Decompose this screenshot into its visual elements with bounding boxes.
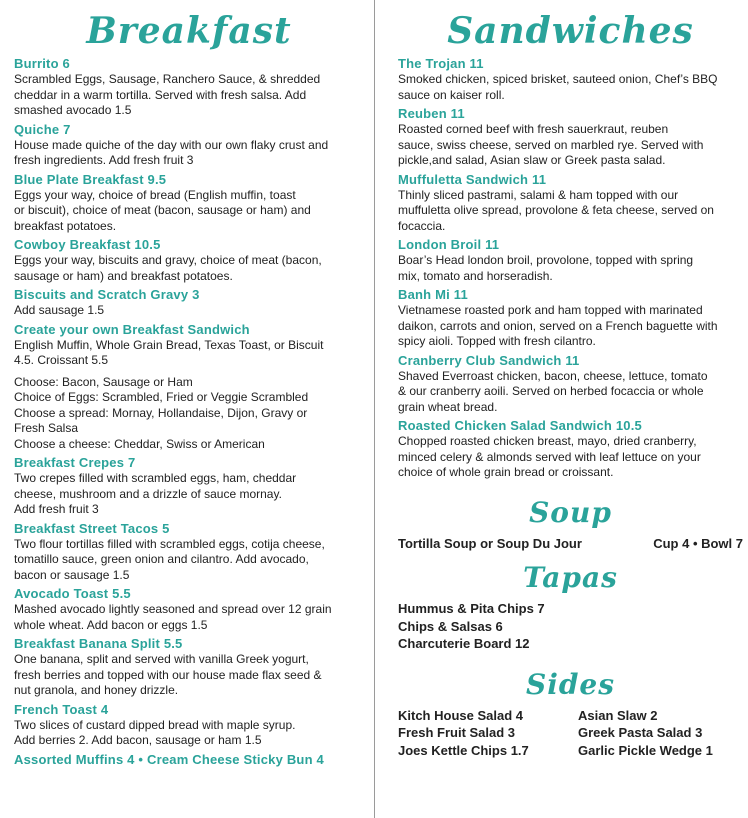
item-name: Quiche 7 [14, 121, 71, 137]
soup-row [398, 535, 743, 553]
item-desc-line: or biscuit), choice of meat (bacon, sausage or ham) and [14, 203, 311, 217]
item-desc-line: mix, tomato and horseradish. [398, 268, 553, 283]
item-desc-line: & our cranberry aoili. Served on herbed focaccia or whole [398, 384, 704, 398]
item-desc-line: fresh berries and topped with our house made flax seed & [14, 667, 322, 682]
item-desc-line: choice of whole grain bread or croissant. [398, 465, 614, 479]
column-divider [374, 0, 375, 818]
soup-heading: Soup [529, 495, 612, 529]
menu-item [398, 237, 743, 284]
item-desc-line: tomatillo sauce, green onion and cilantro. Add avocado, [14, 552, 309, 566]
item-desc-line: muffuletta olive spread, provolone & feta cheese, served on [398, 203, 714, 217]
breakfast-column [14, 0, 364, 768]
menu-item [14, 636, 364, 699]
item-name: French Toast 4 [14, 701, 109, 717]
side-item: Fresh Fruit Salad 3 [398, 725, 516, 740]
menu-item [398, 106, 743, 169]
item-name: Muffuletta Sandwich 11 [398, 171, 547, 187]
item-desc-line: Boar’s Head london broil, provolone, topped with spring [398, 253, 694, 267]
item-desc-line: Eggs your way, choice of bread (English muffin, toast [14, 187, 296, 202]
item-desc-line: Add fresh fruit 3 [14, 502, 99, 516]
menu-item [14, 586, 364, 633]
item-desc-line: daikon, carrots and onion, served on a French baguette with [398, 318, 718, 333]
side-item: Kitch House Salad 4 [398, 707, 523, 723]
choice-line: Fresh Salsa [14, 421, 79, 435]
item-desc-line: Scrambled Eggs, Sausage, Ranchero Sauce, & shredded [14, 72, 321, 86]
item-desc-line: Chopped roasted chicken breast, mayo, dried cranberry, [398, 434, 697, 448]
item-desc-line: Two slices of custard dipped bread with maple syrup. [14, 717, 296, 732]
item-desc-line: House made quiche of the day with our own flaky crust and [14, 137, 329, 152]
choice-line: Choose: Bacon, Sausage or Ham [14, 374, 193, 389]
item-desc-line: Add berries 2. Add bacon, sausage or ham 1.5 [14, 733, 262, 747]
item-desc-line: focaccia. [398, 218, 446, 233]
soup-name: Tortilla Soup or Soup Du Jour [398, 535, 582, 551]
item-desc-line: Vietnamese roasted pork and ham topped with marinated [398, 303, 703, 317]
side-item: Joes Kettle Chips 1.7 [398, 742, 529, 758]
tapas-item: Hummus & Pita Chips 7 [398, 601, 545, 616]
sides-grid [398, 707, 743, 760]
item-name: Create your own Breakfast Sandwich [14, 321, 250, 337]
item-desc-line: minced celery & almonds served with leaf lettuce on your [398, 449, 701, 464]
item-desc-line: whole wheat. Add bacon or eggs 1.5 [14, 617, 208, 632]
item-name: Roasted Chicken Salad Sandwich 10.5 [398, 418, 642, 433]
item-desc-line: spicy aioli. Topped with fresh cilantro. [398, 334, 596, 348]
item-desc-line: Smoked chicken, spiced brisket, sauteed onion, Chef’s BBQ [398, 72, 718, 86]
menu-item [398, 418, 743, 481]
item-desc-line: Mashed avocado lightly seasoned and spread over 12 grain [14, 602, 332, 616]
menu-item [398, 287, 743, 350]
sides-right-column [578, 707, 743, 760]
item-desc-line: Add sausage 1.5 [14, 303, 105, 317]
menu-item [14, 56, 364, 119]
item-desc-line: pickle,and salad, Asian slaw or Greek pasta salad. [398, 153, 666, 167]
choice-line: Choose a cheese: Cheddar, Swiss or American [14, 436, 265, 451]
side-item: Greek Pasta Salad 3 [578, 725, 703, 740]
item-desc-line: breakfast potatoes. [14, 218, 117, 233]
item-desc-line: sauce on kaiser roll. [398, 87, 505, 102]
menu-item [14, 122, 364, 169]
item-name: Banh Mi 11 [398, 287, 468, 302]
item-name: Reuben 11 [398, 106, 465, 121]
menu-item [398, 56, 743, 103]
menu-item [14, 237, 364, 284]
item-desc-line: Two crepes filled with scrambled eggs, ham, cheddar [14, 471, 297, 485]
sides-left-column [398, 707, 578, 760]
item-name: Biscuits and Scratch Gravy 3 [14, 287, 200, 302]
item-desc-line: Thinly sliced pastrami, salami & ham topped with our [398, 187, 679, 202]
item-desc-line: smashed avocado 1.5 [14, 103, 132, 117]
item-name: Assorted Muffins 4 • Cream Cheese Sticky Bun 4 [14, 751, 324, 767]
menu-item [14, 287, 364, 319]
tapas-heading: Tapas [523, 561, 618, 594]
item-name: Cowboy Breakfast 10.5 [14, 237, 161, 252]
sandwiches-heading: Sandwiches [447, 10, 694, 52]
create-sandwich-item [14, 322, 364, 453]
item-desc-line: cheese, mushroom and a drizzle of sauce mornay. [14, 486, 282, 501]
item-name: Breakfast Banana Split 5.5 [14, 636, 183, 651]
menu-item [14, 455, 364, 518]
menu-item [14, 172, 364, 235]
item-name: Breakfast Street Tacos 5 [14, 520, 170, 536]
item-desc-line: Eggs your way, biscuits and gravy, choice of meat (bacon, [14, 253, 322, 267]
choice-line: Choose a spread: Mornay, Hollandaise, Dijon, Gravy or [14, 405, 308, 420]
item-name: The Trojan 11 [398, 56, 484, 71]
item-desc-line: Two flour tortillas filled with scrambled eggs, cotija cheese, [14, 536, 325, 551]
soup-price: Cup 4 • Bowl 7 [653, 535, 743, 551]
item-desc-line: sausage or ham) and breakfast potatoes. [14, 268, 233, 283]
item-name: London Broil 11 [398, 237, 500, 252]
item-desc-line: Shaved Everroast chicken, bacon, cheese, lettuce, tomato [398, 368, 708, 383]
side-item: Asian Slaw 2 [578, 707, 658, 723]
side-item: Garlic Pickle Wedge 1 [578, 742, 713, 758]
item-name: Avocado Toast 5.5 [14, 586, 131, 601]
item-desc-line: nut granola, and honey drizzle. [14, 683, 179, 697]
right-column [398, 0, 743, 759]
item-desc-line: grain wheat bread. [398, 399, 498, 414]
item-desc-line: English Muffin, Whole Grain Bread, Texas Toast, or Biscuit [14, 337, 324, 352]
item-desc-line: cheddar in a warm tortilla. Served with fresh salsa. Add [14, 87, 307, 102]
item-desc-line: fresh ingredients. Add fresh fruit 3 [14, 153, 194, 167]
tapas-item: Charcuterie Board 12 [398, 636, 530, 651]
item-name: Cranberry Club Sandwich 11 [398, 352, 580, 368]
item-desc-line: 4.5. Croissant 5.5 [14, 353, 109, 367]
menu-item [14, 521, 364, 584]
menu-item [398, 172, 743, 235]
menu-item [398, 353, 743, 416]
breakfast-heading: Breakfast [86, 10, 292, 52]
item-desc-line: sauce, swiss cheese, served on marbled rye. Served with [398, 137, 704, 152]
menu-item [14, 702, 364, 749]
item-desc-line: Roasted corned beef with fresh sauerkraut, reuben [398, 122, 669, 136]
item-name: Burrito 6 [14, 56, 70, 71]
item-desc-line: bacon or sausage 1.5 [14, 567, 130, 582]
item-name: Blue Plate Breakfast 9.5 [14, 171, 167, 187]
item-desc-line: One banana, split and served with vanilla Greek yogurt, [14, 652, 309, 666]
menu-item [14, 752, 364, 768]
item-name: Breakfast Crepes 7 [14, 455, 136, 470]
sides-heading: Sides [525, 667, 615, 701]
choice-line: Choice of Eggs: Scrambled, Fried or Veggie Scrambled [14, 390, 309, 404]
tapas-item: Chips & Salsas 6 [398, 618, 503, 634]
